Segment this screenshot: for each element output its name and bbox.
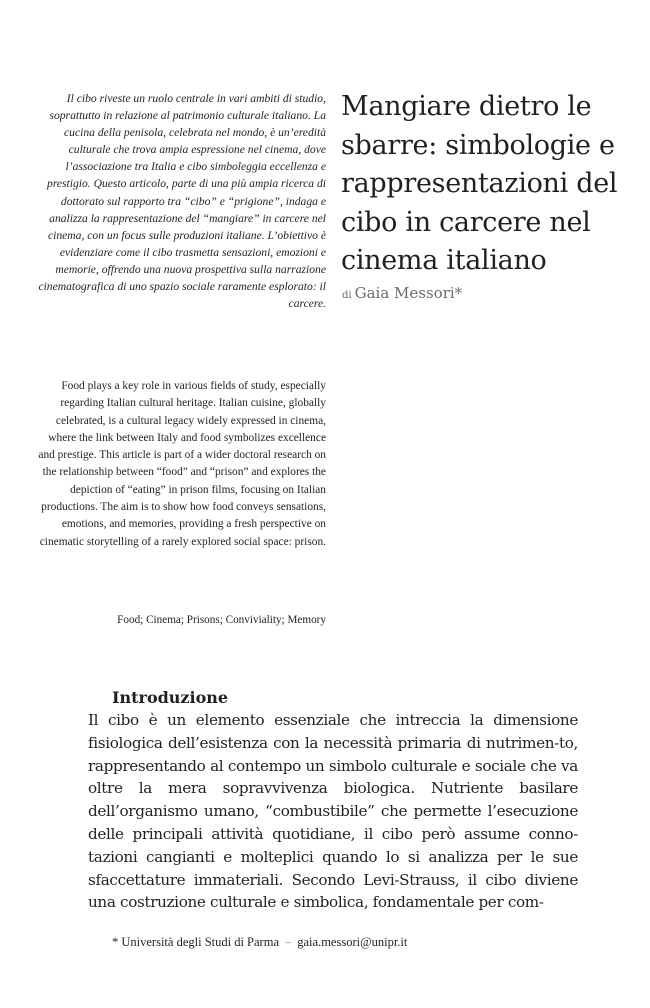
keywords: Food; Cinema; Prisons; Conviviality; Memory [117,614,326,626]
footnote-separator: – [285,935,292,949]
footnote-email: gaia.messori@unipr.it [297,935,408,949]
footnote-affiliation: * Università degli Studi di Parma [112,935,279,949]
article-title: Mangiare dietro le sbarre: simbologie e rappresentazioni del cibo in carcere nel cinema italiano [341,91,618,276]
abstract-english: Food plays a key role in various fields of study, especially regarding Italian cultural heritage. Italian cuisine, globally celebrated, is a cultural legacy widely expressed in cinema, where the link between Italy and food symbolizes excellence and prestige. This article is part of a wider doctoral research on the relationship between “food” and “prison” and explores the depiction of “eating” in prison films, focusing on Italian productions. The aim is to show how food conveys sensations, emotions, and memories, providing a fresh perspective on cinematic storytelling of a rarely explored social space: prison. [38,380,326,548]
abstract-italian: Il cibo riveste un ruolo centrale in vari ambiti di studio, soprattutto in relazione al patrimonio culturale italiano. La cucina della penisola, celebrata nel mondo, è un’eredità culturale che trova ampia espressione nel cinema, dove l’associazione tra Italia e cibo simboleggia eccellenza e prestigio. Questo articolo, parte di una più ampia ricerca di dottorato sul rapporto tra “cibo” e “prigione”, indaga e analizza la rappresentazione del “mangiare” in carcere nel cinema, con un focus sulle produzioni italiane. L’obiettivo è evidenziare come il cibo trasmetta sensazioni, emozioni e memorie, offrendo una nuova prospettiva sulla narrazione cinematografica di uno spazio sociale raramente esplorato: il carcere. [38,92,326,311]
author-name: Gaia Messori* [354,284,463,302]
byline [342,284,642,302]
section-heading: Introduzione [112,688,229,707]
byline-prefix: di [342,290,352,301]
body-paragraph: Il cibo è un elemento essenziale che intreccia la dimensione fisiologica dell’esistenza con la necessità primaria di nutrimen-to, rappresentando al contempo un simbolo culturale e sociale che va oltre la mera sopravvivenza biologica. Nutriente basilare dell’organismo umano, “combustibile” che permette l’esecuzione delle principali attività quotidiane, il cibo però assume conno-tazioni cangianti e molteplici quando lo si analizza per le sue sfaccettature immateriali. Secondo Levi-Strauss, il cibo diviene una costruzione culturale e simbolica, fondamentale per com- [88,711,578,912]
footnote [112,935,407,950]
